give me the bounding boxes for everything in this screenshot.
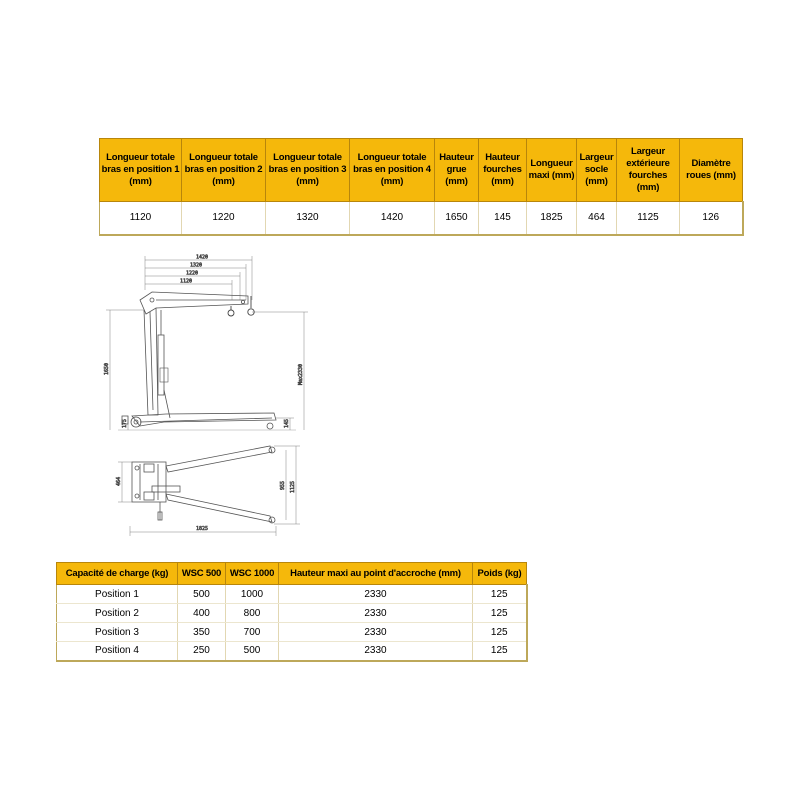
- table-row: [57, 623, 527, 642]
- cell-wsc1000: 800: [226, 604, 279, 623]
- header-base-width: Largeur socle (mm): [577, 139, 617, 202]
- crane-technical-drawing: [100, 250, 310, 540]
- row-label: Position 1: [57, 585, 178, 604]
- cell-wsc1000: 1000: [226, 585, 279, 604]
- header-wsc1000: WSC 1000: [226, 563, 279, 585]
- cell-wsc500: 250: [178, 642, 226, 661]
- value-fork-height: 145: [479, 202, 527, 235]
- table-row: [57, 642, 527, 661]
- header-wsc500: WSC 500: [178, 563, 226, 585]
- header-crane-height: Hauteur grue (mm): [435, 139, 479, 202]
- dimensions-table: [99, 138, 744, 236]
- header-arm-length-2: Longueur totale bras en position 2 (mm): [182, 139, 266, 202]
- value-arm-length-2: 1220: [182, 202, 266, 235]
- row-label: Position 2: [57, 604, 178, 623]
- header-arm-length-4: Longueur totale bras en position 4 (mm): [350, 139, 435, 202]
- value-arm-length-3: 1320: [266, 202, 350, 235]
- cell-max-height: 2330: [279, 585, 473, 604]
- dim-total-length: 1825: [196, 526, 209, 532]
- table-row: [57, 585, 527, 604]
- header-max-length: Longueur maxi (mm): [527, 139, 577, 202]
- dim-mid-width: 955: [280, 480, 286, 490]
- value-base-width: 464: [577, 202, 617, 235]
- value-wheel-diameter: 126: [680, 202, 743, 235]
- cell-weight: 125: [473, 604, 527, 623]
- value-crane-height: 1650: [435, 202, 479, 235]
- dim-max-height: Max2330: [298, 363, 304, 385]
- dim-crane-height: 1650: [104, 362, 110, 375]
- value-arm-length-1: 1120: [100, 202, 182, 235]
- load-header-row: [57, 563, 527, 585]
- cell-wsc500: 400: [178, 604, 226, 623]
- load-capacity-table: [56, 562, 528, 662]
- header-arm-length-1: Longueur totale bras en position 1 (mm): [100, 139, 182, 202]
- dim-arm-1320: 1320: [190, 262, 203, 269]
- row-label: Position 3: [57, 623, 178, 642]
- value-arm-length-4: 1420: [350, 202, 435, 235]
- cell-wsc1000: 700: [226, 623, 279, 642]
- dim-outer-width: 1125: [290, 480, 296, 493]
- cell-weight: 125: [473, 623, 527, 642]
- dim-arm-1420: 1420: [196, 254, 209, 261]
- dim-fork-height: 145: [284, 418, 290, 428]
- dim-base-width: 464: [116, 476, 122, 486]
- dim-base-height: 175: [122, 418, 128, 428]
- header-arm-length-3: Longueur totale bras en position 3 (mm): [266, 139, 350, 202]
- header-weight: Poids (kg): [473, 563, 527, 585]
- dim-arm-1220: 1220: [186, 270, 199, 277]
- cell-weight: 125: [473, 642, 527, 661]
- cell-max-height: 2330: [279, 642, 473, 661]
- cell-max-height: 2330: [279, 604, 473, 623]
- cell-wsc500: 500: [178, 585, 226, 604]
- table-row: [57, 604, 527, 623]
- dimensions-value-row: [100, 202, 743, 235]
- header-fork-height: Hauteur fourches (mm): [479, 139, 527, 202]
- cell-weight: 125: [473, 585, 527, 604]
- dimensions-header-row: [100, 139, 743, 202]
- cell-max-height: 2330: [279, 623, 473, 642]
- header-max-hook-height: Hauteur maxi au point d'accroche (mm): [279, 563, 473, 585]
- value-fork-outer-width: 1125: [617, 202, 680, 235]
- header-capacity: Capacité de charge (kg): [57, 563, 178, 585]
- header-fork-outer-width: Largeur extérieure fourches (mm): [617, 139, 680, 202]
- value-max-length: 1825: [527, 202, 577, 235]
- top-view: [116, 446, 300, 536]
- header-wheel-diameter: Diamètre roues (mm): [680, 139, 743, 202]
- row-label: Position 4: [57, 642, 178, 661]
- cell-wsc1000: 500: [226, 642, 279, 661]
- cell-wsc500: 350: [178, 623, 226, 642]
- side-view: [104, 255, 308, 431]
- dim-arm-1120: 1120: [180, 278, 193, 285]
